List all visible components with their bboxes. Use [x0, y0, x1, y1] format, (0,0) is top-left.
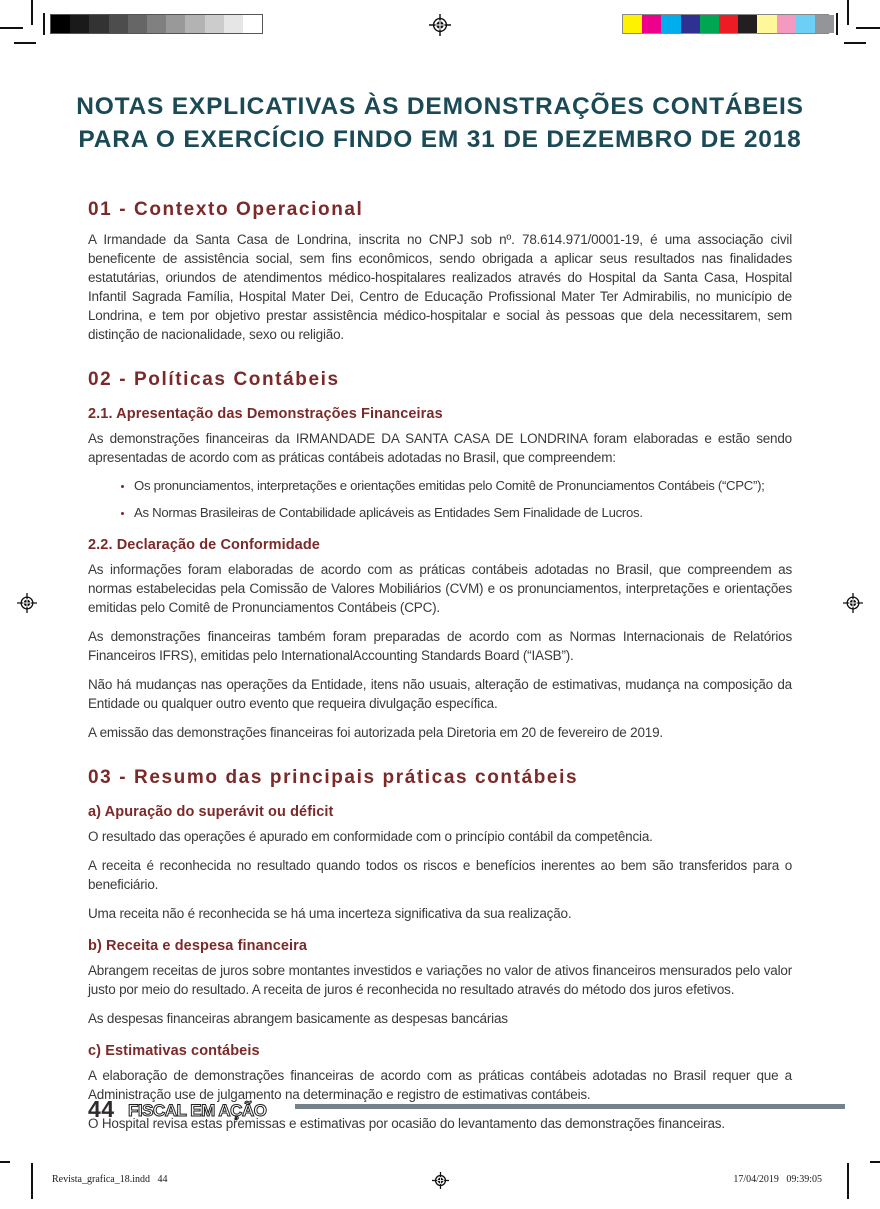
section-2-2-heading: 2.2. Declaração de Conformidade — [88, 537, 320, 553]
section-01-paragraph: A Irmandade da Santa Casa de Londrina, inscrita no CNPJ sob nº. 78.614.971/0001-19, é uma associação civil beneficente de assistência social, sem fins econômicos, sendo obrigada a aplicar seus resultados nas finalidades estatutárias, oriundos de atendimentos médico-hospitalares realizados através do Hospital da Santa Casa, Hospital Infantil Sagrada Família, Hospital Mater Dei, Centro de Educação Profissional Mater Ter Admirabilis, no município de Londrina, e tem por objetivo prestar assistência médico-hospitalar e social às pessoas que dela necessitarem, sem distinção de nacionalidade, sexo ou religião. — [88, 232, 792, 342]
section-03b-paragraph-2: As despesas financeiras abrangem basicamente as despesas bancárias — [88, 1011, 508, 1026]
page-number: 44 — [88, 1096, 115, 1122]
section-03c-paragraph-1: A elaboração de demonstrações financeiras de acordo com as práticas contábeis adotadas no Brasil requer que a Administração use de julgamento na determinação e registro de estimativas contábeis. — [88, 1068, 792, 1102]
color-swatch — [661, 15, 680, 33]
color-swatch — [700, 15, 719, 33]
bullet-item: • As Normas Brasileiras de Contabilidade aplicáveis as Entidades Sem Finalidade de Lucros. — [134, 504, 792, 522]
fiscal-em-acao-logo: FISCAL EM AÇÃO — [128, 1101, 267, 1120]
color-swatch — [757, 15, 776, 33]
section-03b-paragraph-1: Abrangem receitas de juros sobre montantes investidos e variações no valor de ativos financeiros mensurados pelo valor justo por meio do resultado. A receita de juros é reconhecida no resultado através do método dos juros efetivos. — [88, 963, 792, 997]
color-swatch — [224, 15, 243, 33]
section-03-heading: 03 - Resumo das principais práticas contábeis — [88, 767, 579, 788]
registration-mark-icon — [843, 593, 863, 613]
crop-mark — [43, 13, 45, 35]
color-swatch — [166, 15, 185, 33]
registration-mark-icon — [429, 14, 451, 36]
crop-mark — [14, 42, 36, 44]
footer-rule — [295, 1104, 845, 1109]
grayscale-calibration-bar — [50, 14, 263, 34]
color-swatch — [681, 15, 700, 33]
section-03a-paragraph-1: O resultado das operações é apurado em conformidade com o princípio contábil da competência. — [88, 829, 653, 844]
color-swatch — [815, 15, 834, 33]
color-swatch — [128, 15, 147, 33]
crop-mark — [847, 1163, 849, 1199]
crop-mark — [836, 13, 838, 35]
color-swatch — [147, 15, 166, 33]
color-swatch — [738, 15, 757, 33]
bullet-item: • Os pronunciamentos, interpretações e orientações emitidas pelo Comitê de Pronunciamentos Contábeis (“CPC”); — [134, 477, 792, 495]
document-title-line2: PARA O EXERCÍCIO FINDO EM 31 DE DEZEMBRO DE 2018 — [78, 126, 802, 153]
section-2-2-paragraph-1: As informações foram elaboradas de acordo com as práticas contábeis adotadas no Brasil, que compreendem as normas estabelecidas pela Comissão de Valores Mobiliários (CVM) e os pronunciamentos, interpretações e orientações emitidas pelo Comitê de Pronunciamentos Contábeis (CPC). — [88, 562, 792, 615]
color-swatch — [109, 15, 128, 33]
page-content — [88, 199, 792, 1143]
print-datetime-info: 17/04/2019 09:39:05 — [733, 1174, 822, 1185]
color-swatch — [89, 15, 108, 33]
section-03c-paragraph-2: O Hospital revisa estas premissas e estimativas por ocasião do levantamento das demonstrações financeiras. — [88, 1116, 725, 1131]
section-2-2-paragraph-2: As demonstrações financeiras também foram preparadas de acordo com as Normas Internacionais de Relatórios Financeiros IFRS), emitidas pelo InternationalAccounting Standards Board (“IASB”). — [88, 629, 792, 663]
color-swatch — [642, 15, 661, 33]
registration-mark-icon — [17, 593, 37, 613]
section-2-1-heading: 2.1. Apresentação das Demonstrações Financeiras — [88, 406, 443, 422]
crop-mark — [31, 1163, 33, 1199]
document-title — [0, 90, 880, 156]
crop-mark — [870, 1161, 880, 1163]
section-2-2-paragraph-4: A emissão das demonstrações financeiras foi autorizada pela Diretoria em 20 de fevereiro de 2019. — [88, 725, 663, 740]
crop-mark — [0, 1161, 10, 1163]
section-2-1-paragraph: As demonstrações financeiras da IRMANDADE DA SANTA CASA DE LONDRINA foram elaboradas e estão sendo apresentadas de acordo com as práticas contábeis adotadas no Brasil, que compreendem: — [88, 431, 792, 465]
color-swatch — [243, 15, 262, 33]
crop-mark — [856, 27, 880, 29]
color-swatch — [185, 15, 204, 33]
color-swatch — [51, 15, 70, 33]
color-calibration-bar — [622, 14, 829, 34]
crop-mark — [0, 27, 23, 29]
cpc-bullet-list — [88, 477, 792, 522]
crop-mark — [31, 0, 33, 25]
color-swatch — [777, 15, 796, 33]
section-03c-heading: c) Estimativas contábeis — [88, 1043, 260, 1059]
color-swatch — [623, 15, 642, 33]
section-01-heading: 01 - Contexto Operacional — [88, 199, 364, 220]
section-03b-heading: b) Receita e despesa financeira — [88, 938, 308, 954]
color-swatch — [796, 15, 815, 33]
section-03a-paragraph-2: A receita é reconhecida no resultado quando todos os riscos e benefícios inerentes ao bem são transferidos para o beneficiário. — [88, 858, 792, 892]
crop-mark — [847, 0, 849, 25]
color-swatch — [719, 15, 738, 33]
color-swatch — [70, 15, 89, 33]
document-title-line1: NOTAS EXPLICATIVAS ÀS DEMONSTRAÇÕES CONTÁBEIS — [76, 93, 804, 120]
section-02-heading: 02 - Políticas Contábeis — [88, 369, 340, 390]
registration-mark-icon — [432, 1172, 449, 1189]
section-2-2-paragraph-3: Não há mudanças nas operações da Entidade, itens não usuais, alteração de estimativas, mudança na composição da Entidade ou qualquer outro evento que requeira divulgação específica. — [88, 677, 792, 711]
crop-mark — [844, 42, 866, 44]
section-03a-paragraph-3: Uma receita não é reconhecida se há uma incerteza significativa da sua realização. — [88, 906, 572, 921]
section-03a-heading: a) Apuração do superávit ou déficit — [88, 804, 334, 820]
color-swatch — [205, 15, 224, 33]
print-file-info: Revista_grafica_18.indd 44 — [52, 1174, 168, 1185]
